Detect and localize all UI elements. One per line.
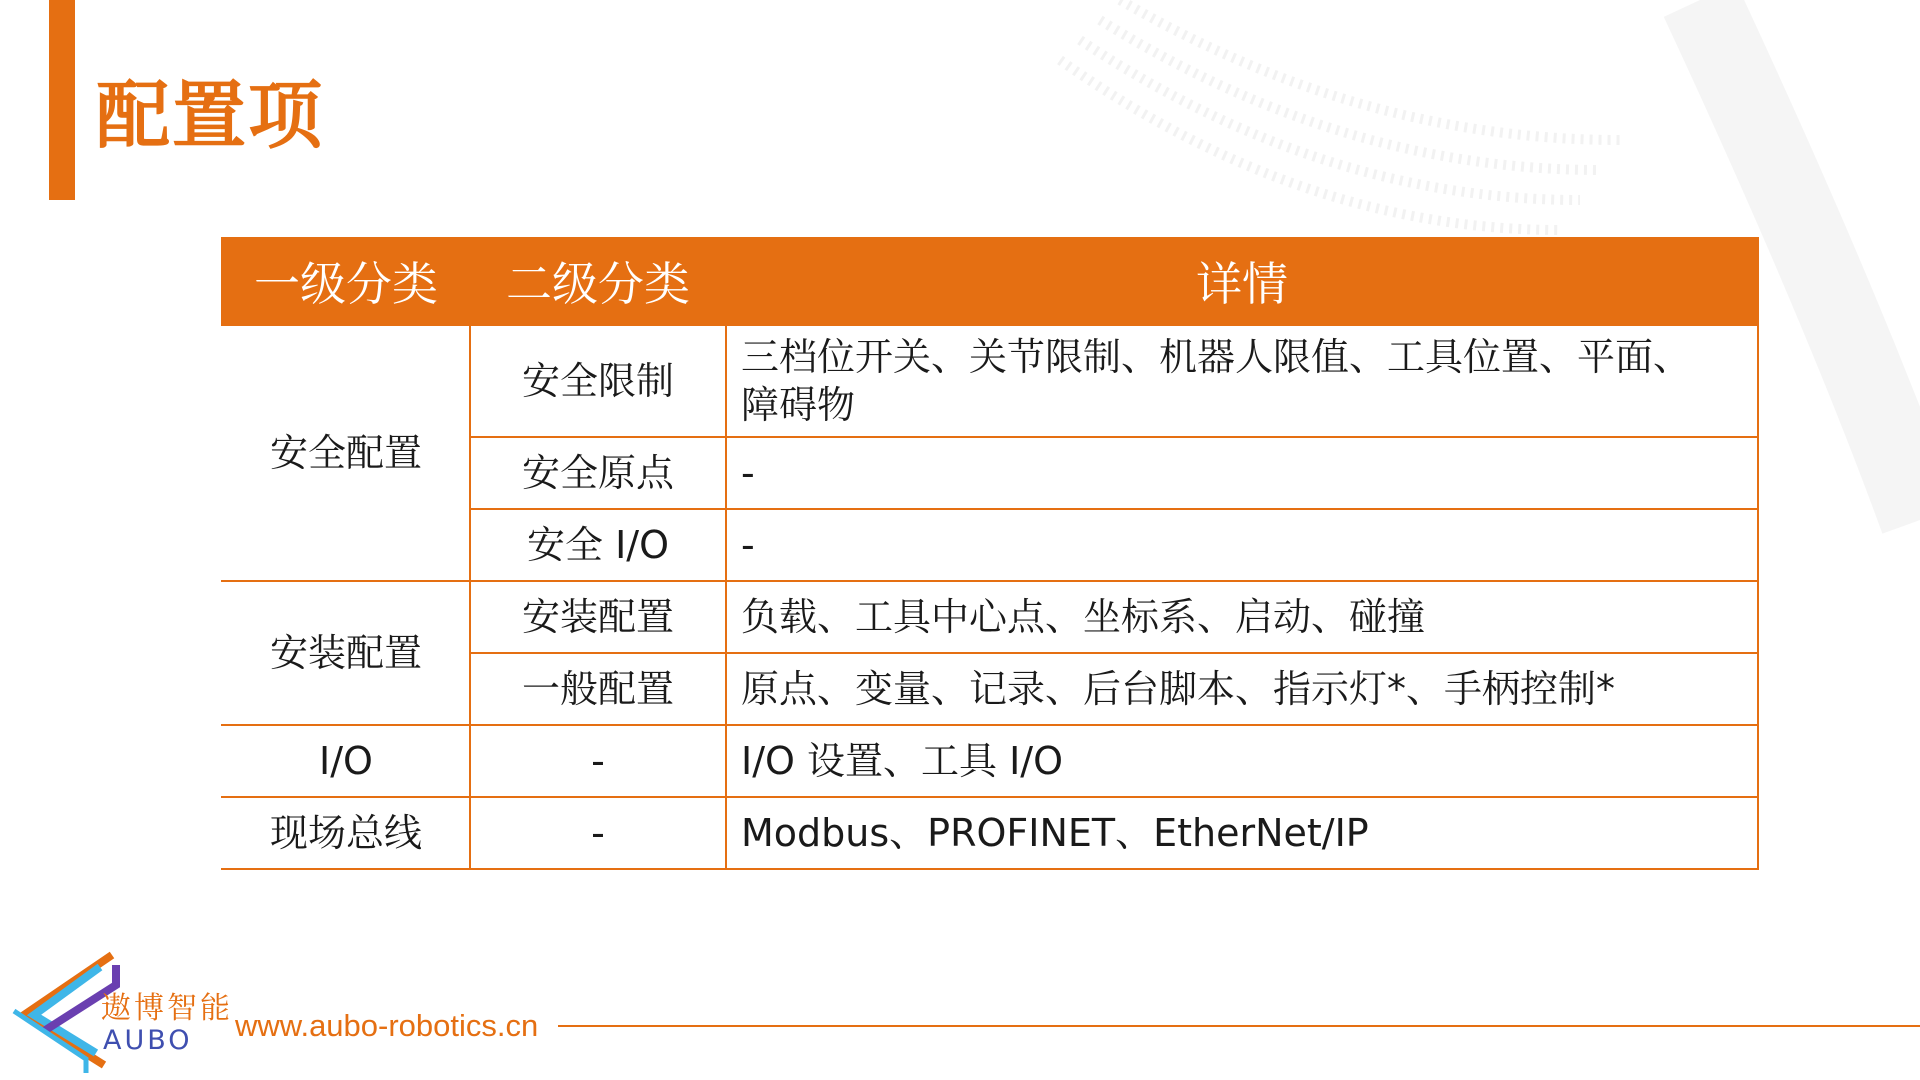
detail-cell: - xyxy=(726,437,1758,509)
header-details: 详情 xyxy=(726,237,1758,325)
detail-line: 障碍物 xyxy=(741,383,856,427)
detail-cell: Modbus、PROFINET、EtherNet/IP xyxy=(726,797,1758,869)
table-row xyxy=(222,581,1758,653)
subcategory-cell: 安装配置 xyxy=(470,581,726,653)
title-accent-bar xyxy=(49,0,75,200)
category-cell: I/O xyxy=(222,725,470,797)
brand-name-cn: 遨博智能 xyxy=(101,991,233,1026)
brand-name-en: AUBO xyxy=(103,1025,193,1056)
detail-cell xyxy=(726,325,1758,437)
detail-cell: 原点、变量、记录、后台脚本、指示灯*、手柄控制* xyxy=(726,653,1758,725)
config-table xyxy=(221,237,1759,870)
subcategory-cell: - xyxy=(470,797,726,869)
category-cell: 安全配置 xyxy=(222,325,470,581)
website-url: www.aubo-robotics.cn xyxy=(235,1008,539,1043)
table-row xyxy=(222,797,1758,869)
detail-cell: - xyxy=(726,509,1758,581)
subcategory-cell: 安全限制 xyxy=(470,325,726,437)
table-row xyxy=(222,325,1758,437)
subcategory-cell: - xyxy=(470,725,726,797)
subcategory-cell: 安全原点 xyxy=(470,437,726,509)
subcategory-cell: 安全 I/O xyxy=(470,509,726,581)
detail-line: 三档位开关、关节限制、机器人限值、工具位置、平面、 xyxy=(741,335,1692,379)
category-cell: 现场总线 xyxy=(222,797,470,869)
detail-cell: 负载、工具中心点、坐标系、启动、碰撞 xyxy=(726,581,1758,653)
subcategory-cell: 一般配置 xyxy=(470,653,726,725)
detail-cell: I/O 设置、工具 I/O xyxy=(726,725,1758,797)
table-row xyxy=(222,725,1758,797)
table-header-row xyxy=(222,237,1758,325)
header-level1-category: 一级分类 xyxy=(222,237,470,325)
footer-divider xyxy=(558,1025,1920,1027)
page-title: 配置项 xyxy=(96,73,324,159)
category-cell: 安装配置 xyxy=(222,581,470,725)
header-level2-category: 二级分类 xyxy=(470,237,726,325)
